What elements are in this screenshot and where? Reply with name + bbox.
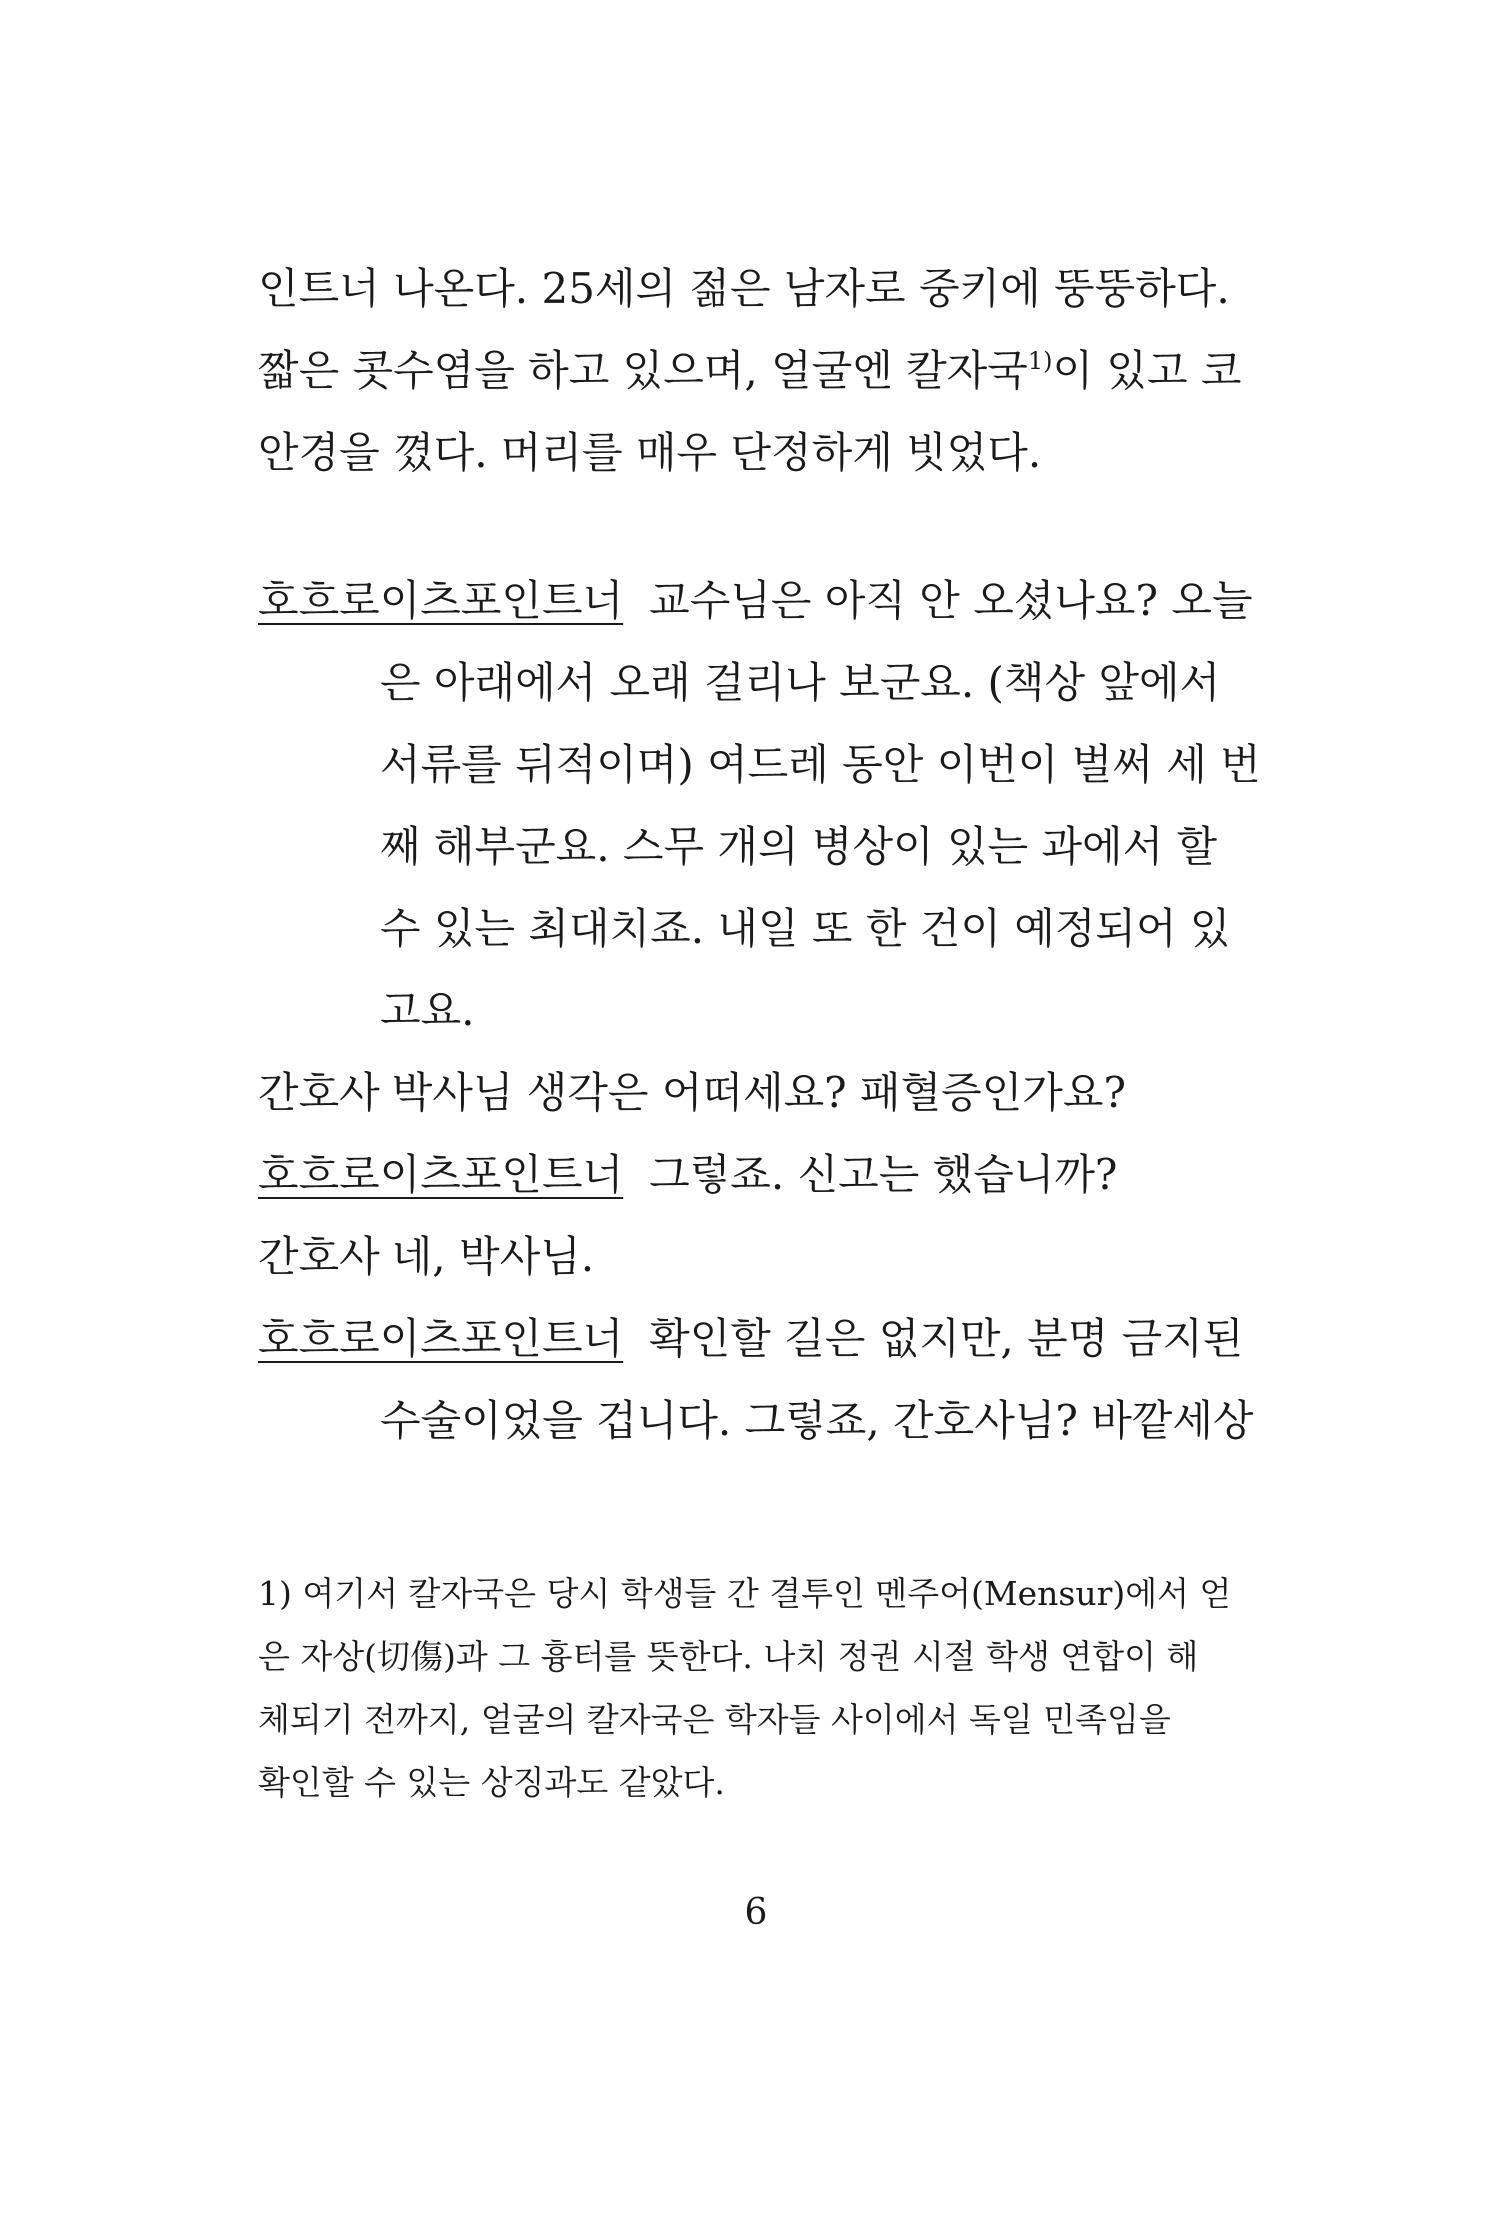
speech-line — [258, 1134, 1170, 1216]
speaker-name: 간호사 — [258, 1232, 380, 1281]
speech-line: 째 해부군요. 스무 개의 병상이 있는 과에서 할 — [380, 822, 1218, 871]
speaker-name: 호흐로이츠포인트너 — [258, 1150, 624, 1199]
speech-line — [258, 1052, 1170, 1134]
speech-block — [258, 1216, 1170, 1298]
footnote-reference: 1) — [1027, 347, 1053, 375]
speech-block — [258, 560, 1261, 1052]
stage-direction-line: 인트너 나온다. 25세의 젊은 남자로 중키에 뚱뚱하다. — [258, 264, 1230, 313]
speech-text: 네, 박사님. — [391, 1232, 595, 1281]
speech-line — [258, 1298, 1244, 1380]
speaker-name: 호흐로이츠포인트너 — [258, 576, 624, 625]
speech-line: 수 있는 최대치죠. 내일 또 한 건이 예정되어 있 — [380, 904, 1231, 953]
stage-direction-line: 안경을 꼈다. 머리를 매우 단정하게 빗었다. — [258, 428, 1042, 477]
stage-direction-text: 짧은 콧수염을 하고 있으며, 얼굴엔 칼자국 — [258, 346, 1028, 395]
speech-block — [258, 1052, 1170, 1134]
footnote-line: 1) 여기서 칼자국은 당시 학생들 간 결투인 멘주어(Mensur)에서 얻 — [258, 1574, 1232, 1613]
speech-block — [258, 1298, 1254, 1462]
speech-line: 서류를 뒤적이며) 여드레 동안 이번이 벌써 세 번 — [380, 740, 1261, 789]
dialogue — [258, 560, 1261, 1462]
speech-text: 박사님 생각은 어떠세요? 패혈증인가요? — [391, 1068, 1126, 1117]
page-number: 6 — [744, 1892, 768, 1933]
footnote — [258, 1562, 1232, 1814]
footnote-line: 체되기 전까지, 얼굴의 칼자국은 학자들 사이에서 독일 민족임을 — [258, 1700, 1171, 1739]
stage-direction-line — [258, 330, 1242, 412]
speaker-name: 간호사 — [258, 1068, 380, 1117]
speech-line: 은 아래에서 오래 걸리나 보군요. (책상 앞에서 — [380, 658, 1221, 707]
stage-direction — [258, 248, 1242, 494]
speech-line: 고요. — [380, 986, 475, 1035]
speech-line — [258, 560, 1253, 642]
stage-direction-text: 이 있고 코 — [1052, 346, 1242, 395]
speech-text: 그렇죠. 신고는 했습니까? — [649, 1150, 1118, 1199]
footnote-line: 은 자상(切傷)과 그 흉터를 뜻한다. 나치 정권 시절 학생 연합이 해 — [258, 1637, 1199, 1676]
footnote-line: 확인할 수 있는 상징과도 같았다. — [258, 1763, 725, 1802]
speech-text: 확인할 길은 없지만, 분명 금지된 — [649, 1314, 1244, 1363]
speech-text: 교수님은 아직 안 오셨나요? 오늘 — [649, 576, 1253, 625]
speech-block — [258, 1134, 1170, 1216]
speech-line: 수술이었을 겁니다. 그렇죠, 간호사님? 바깥세상 — [380, 1396, 1254, 1445]
speaker-name: 호흐로이츠포인트너 — [258, 1314, 624, 1363]
speech-line — [258, 1216, 1170, 1298]
